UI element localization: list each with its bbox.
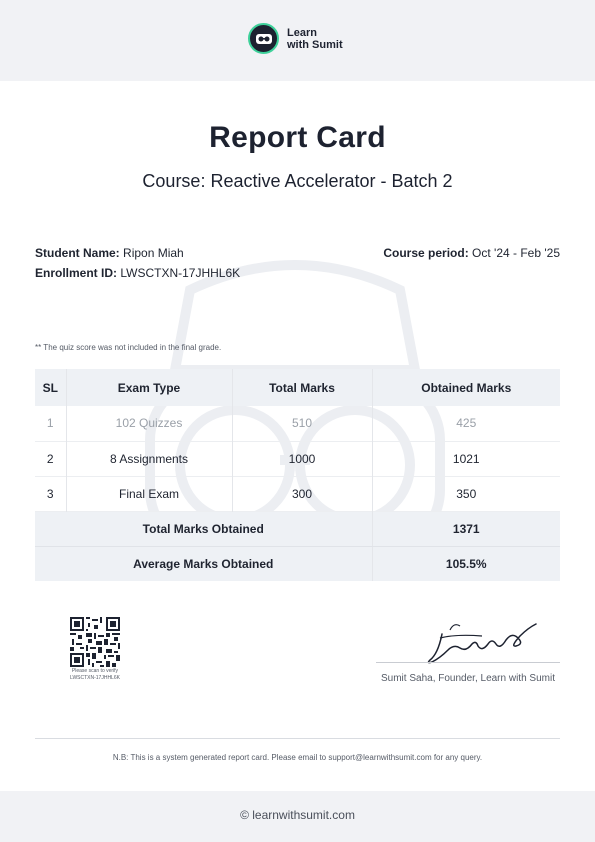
qr-caption-line1: Please scan to verify (71, 668, 119, 674)
header-obtained-marks: Obtained Marks (372, 369, 560, 406)
course-period (383, 246, 560, 260)
header-sl: SL (35, 369, 66, 406)
course-period-value: Oct '24 - Feb '25 (468, 246, 560, 260)
cell-exam-type: 102 Quizzes (66, 406, 232, 441)
course-title: Course: Reactive Accelerator - Batch 2 (142, 171, 453, 191)
signature-line (376, 662, 560, 663)
table-header-row (35, 369, 560, 406)
quiz-note: ** The quiz score was not included in the final grade. (35, 343, 222, 352)
cell-sl: 2 (35, 441, 66, 476)
total-marks-label: Total Marks Obtained (35, 511, 372, 546)
brand-logo-icon (248, 23, 279, 54)
average-marks-value: 105.5% (372, 546, 560, 581)
cell-sl: 3 (35, 476, 66, 511)
cell-total-marks: 1000 (232, 441, 372, 476)
enrollment-id-value: LWSCTXN-17JHHL6K (117, 266, 241, 280)
student-name-label: Student Name: (35, 246, 120, 260)
brand-logo (248, 23, 343, 54)
course-period-label: Course period: (383, 246, 469, 260)
average-marks-label: Average Marks Obtained (35, 546, 372, 581)
table-row (35, 476, 560, 511)
qr-caption-line2: LWSCTXN-17JHHL6K (70, 675, 120, 681)
marks-table (35, 369, 560, 581)
cell-exam-type: 8 Assignments (66, 441, 232, 476)
average-marks-row (35, 546, 560, 581)
header-total-marks: Total Marks (232, 369, 372, 406)
signatory-name: Sumit Saha, Founder, Learn with Sumit (381, 673, 555, 684)
cell-obtained-marks: 425 (456, 416, 477, 431)
brand-name-line2: with Sumit (287, 38, 343, 51)
student-name (35, 246, 184, 260)
cell-sl: 1 (35, 406, 66, 441)
brand-name-line1: Learn (287, 26, 317, 39)
copyright: © learnwithsumit.com (240, 808, 355, 822)
header-exam-type: Exam Type (66, 369, 232, 406)
cell-obtained-marks: 1021 (452, 451, 480, 466)
signature-icon (420, 614, 545, 666)
cell-exam-type: Final Exam (66, 476, 232, 511)
table-row (35, 441, 560, 476)
total-marks-value: 1371 (372, 511, 560, 546)
student-name-value: Ripon Miah (119, 246, 184, 260)
qr-code-icon[interactable] (70, 617, 120, 667)
cell-total-marks: 300 (232, 476, 372, 511)
qr-caption (55, 668, 135, 682)
enrollment-id-label: Enrollment ID: (35, 266, 118, 280)
page-title: Report Card (209, 121, 386, 154)
footer-note: N.B: This is a system generated report card. Please email to support@learnwithsumit.com for any query. (112, 753, 483, 762)
enrollment-id (35, 266, 240, 280)
total-marks-row (35, 511, 560, 546)
cell-total-marks: 510 (232, 406, 372, 441)
table-row (35, 406, 560, 441)
brand-name (287, 27, 343, 51)
footer-divider (35, 738, 560, 739)
cell-obtained-marks: 350 (456, 486, 477, 501)
